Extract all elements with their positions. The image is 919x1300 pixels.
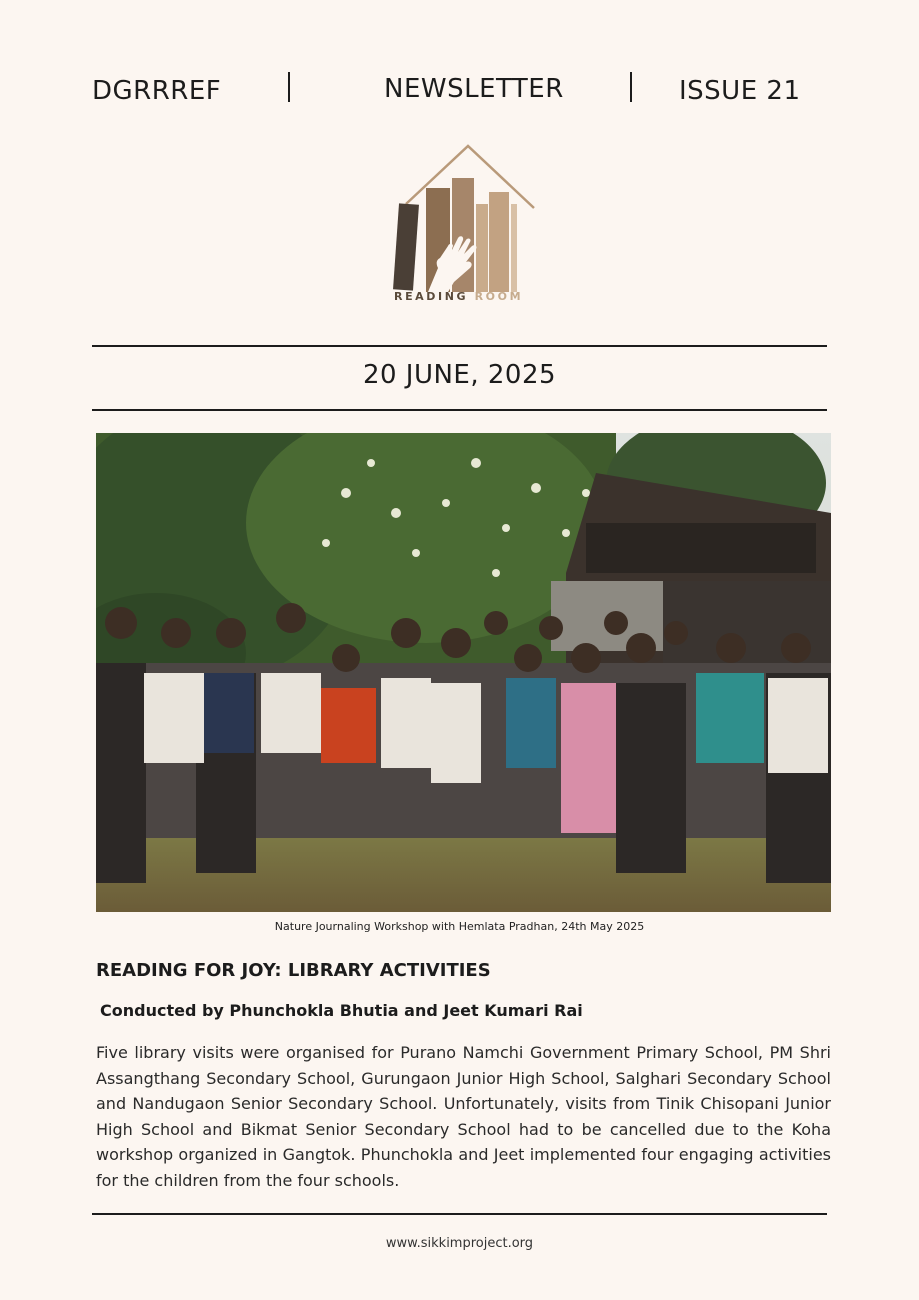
header-divider-right [630,72,632,102]
article-body: Five library visits were organised for Purano Namchi Government Primary School, PM Shri Assangthang Secondary School, Gurungaon Junior High School, Salghari Secondary School and Nandugaon Senior Secondary School. Unfortunately, visits from Tinik Chisopani Junior High School and Bikmat Senior Secondary School had to be cancelled due to the Koha workshop organized in Gangtok. Phunchokla and Jeet implemented four engaging activities for the children from the four schools. [96,1043,831,1190]
group-photo [96,433,831,912]
article-byline: Conducted by Phunchokla Bhutia and Jeet Kumari Rai [100,1001,583,1020]
rule-footer [92,1213,827,1215]
issue-number: ISSUE 21 [679,76,801,106]
logo-wordmark [394,290,523,303]
photo-caption: Nature Journaling Workshop with Hemlata Pradhan, 24th May 2025 [274,920,645,933]
website-link[interactable]: www.sikkimproject.org [385,1236,534,1251]
newsletter-title: NEWSLETTER [384,74,564,104]
reading-room-logo [392,142,542,310]
section-title: READING FOR JOY: LIBRARY ACTIVITIES [96,960,491,981]
logo-word-room: ROOM [474,290,524,303]
issue-date: 20 JUNE, 2025 [362,360,557,390]
rule-bottom [92,409,827,411]
header-divider-left [288,72,290,102]
org-name: DGRRREF [92,76,222,106]
logo-word-reading: READING [394,290,469,303]
rule-top [92,345,827,347]
